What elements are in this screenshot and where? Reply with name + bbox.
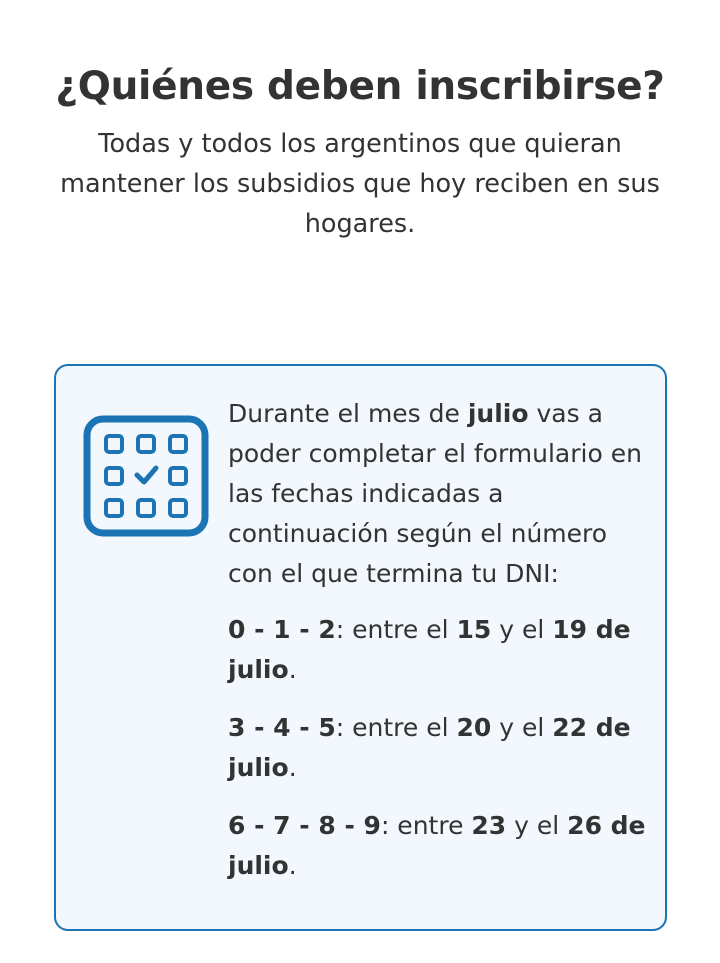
- info-card: [54, 364, 667, 931]
- schedule-start-day: 20: [456, 713, 492, 742]
- schedule-end-date: 26 de julio: [228, 811, 646, 880]
- schedule-end-date: 19 de julio: [228, 615, 631, 684]
- schedule-between: : entre el: [335, 615, 457, 644]
- intro-month: julio: [467, 399, 529, 428]
- intro-text-end: vas a poder completar el formulario en las fechas indicadas a continuación según el número con el que termina tu DNI:: [228, 399, 642, 588]
- schedule-period: .: [288, 851, 297, 880]
- schedule-item: [228, 708, 648, 788]
- schedule-and: y el: [506, 811, 568, 840]
- schedule-between: : entre el: [335, 713, 457, 742]
- schedule-item: [228, 806, 648, 886]
- schedule-start-day: 23: [471, 811, 507, 840]
- page-title: ¿Quiénes deben inscribirse?: [55, 64, 665, 109]
- schedule-digits: 0 - 1 - 2: [228, 615, 336, 644]
- schedule-end-date: 22 de julio: [228, 713, 631, 782]
- schedule-between: : entre: [380, 811, 472, 840]
- schedule-item: [228, 610, 648, 690]
- card-content: [228, 394, 648, 904]
- schedule-and: y el: [491, 713, 553, 742]
- schedule-period: .: [288, 753, 297, 782]
- schedule-period: .: [288, 655, 297, 684]
- intro-text: [228, 394, 648, 594]
- schedule-start-day: 15: [456, 615, 492, 644]
- schedule-digits: 3 - 4 - 5: [228, 713, 336, 742]
- schedule-digits: 6 - 7 - 8 - 9: [228, 811, 381, 840]
- page-subtitle: Todas y todos los argentinos que quieran mantener los subsidios que hoy reciben en sus hogares.: [60, 129, 660, 239]
- schedule-and: y el: [491, 615, 553, 644]
- calendar-check-icon: [82, 414, 210, 538]
- intro-text-start: Durante el mes de: [228, 399, 468, 428]
